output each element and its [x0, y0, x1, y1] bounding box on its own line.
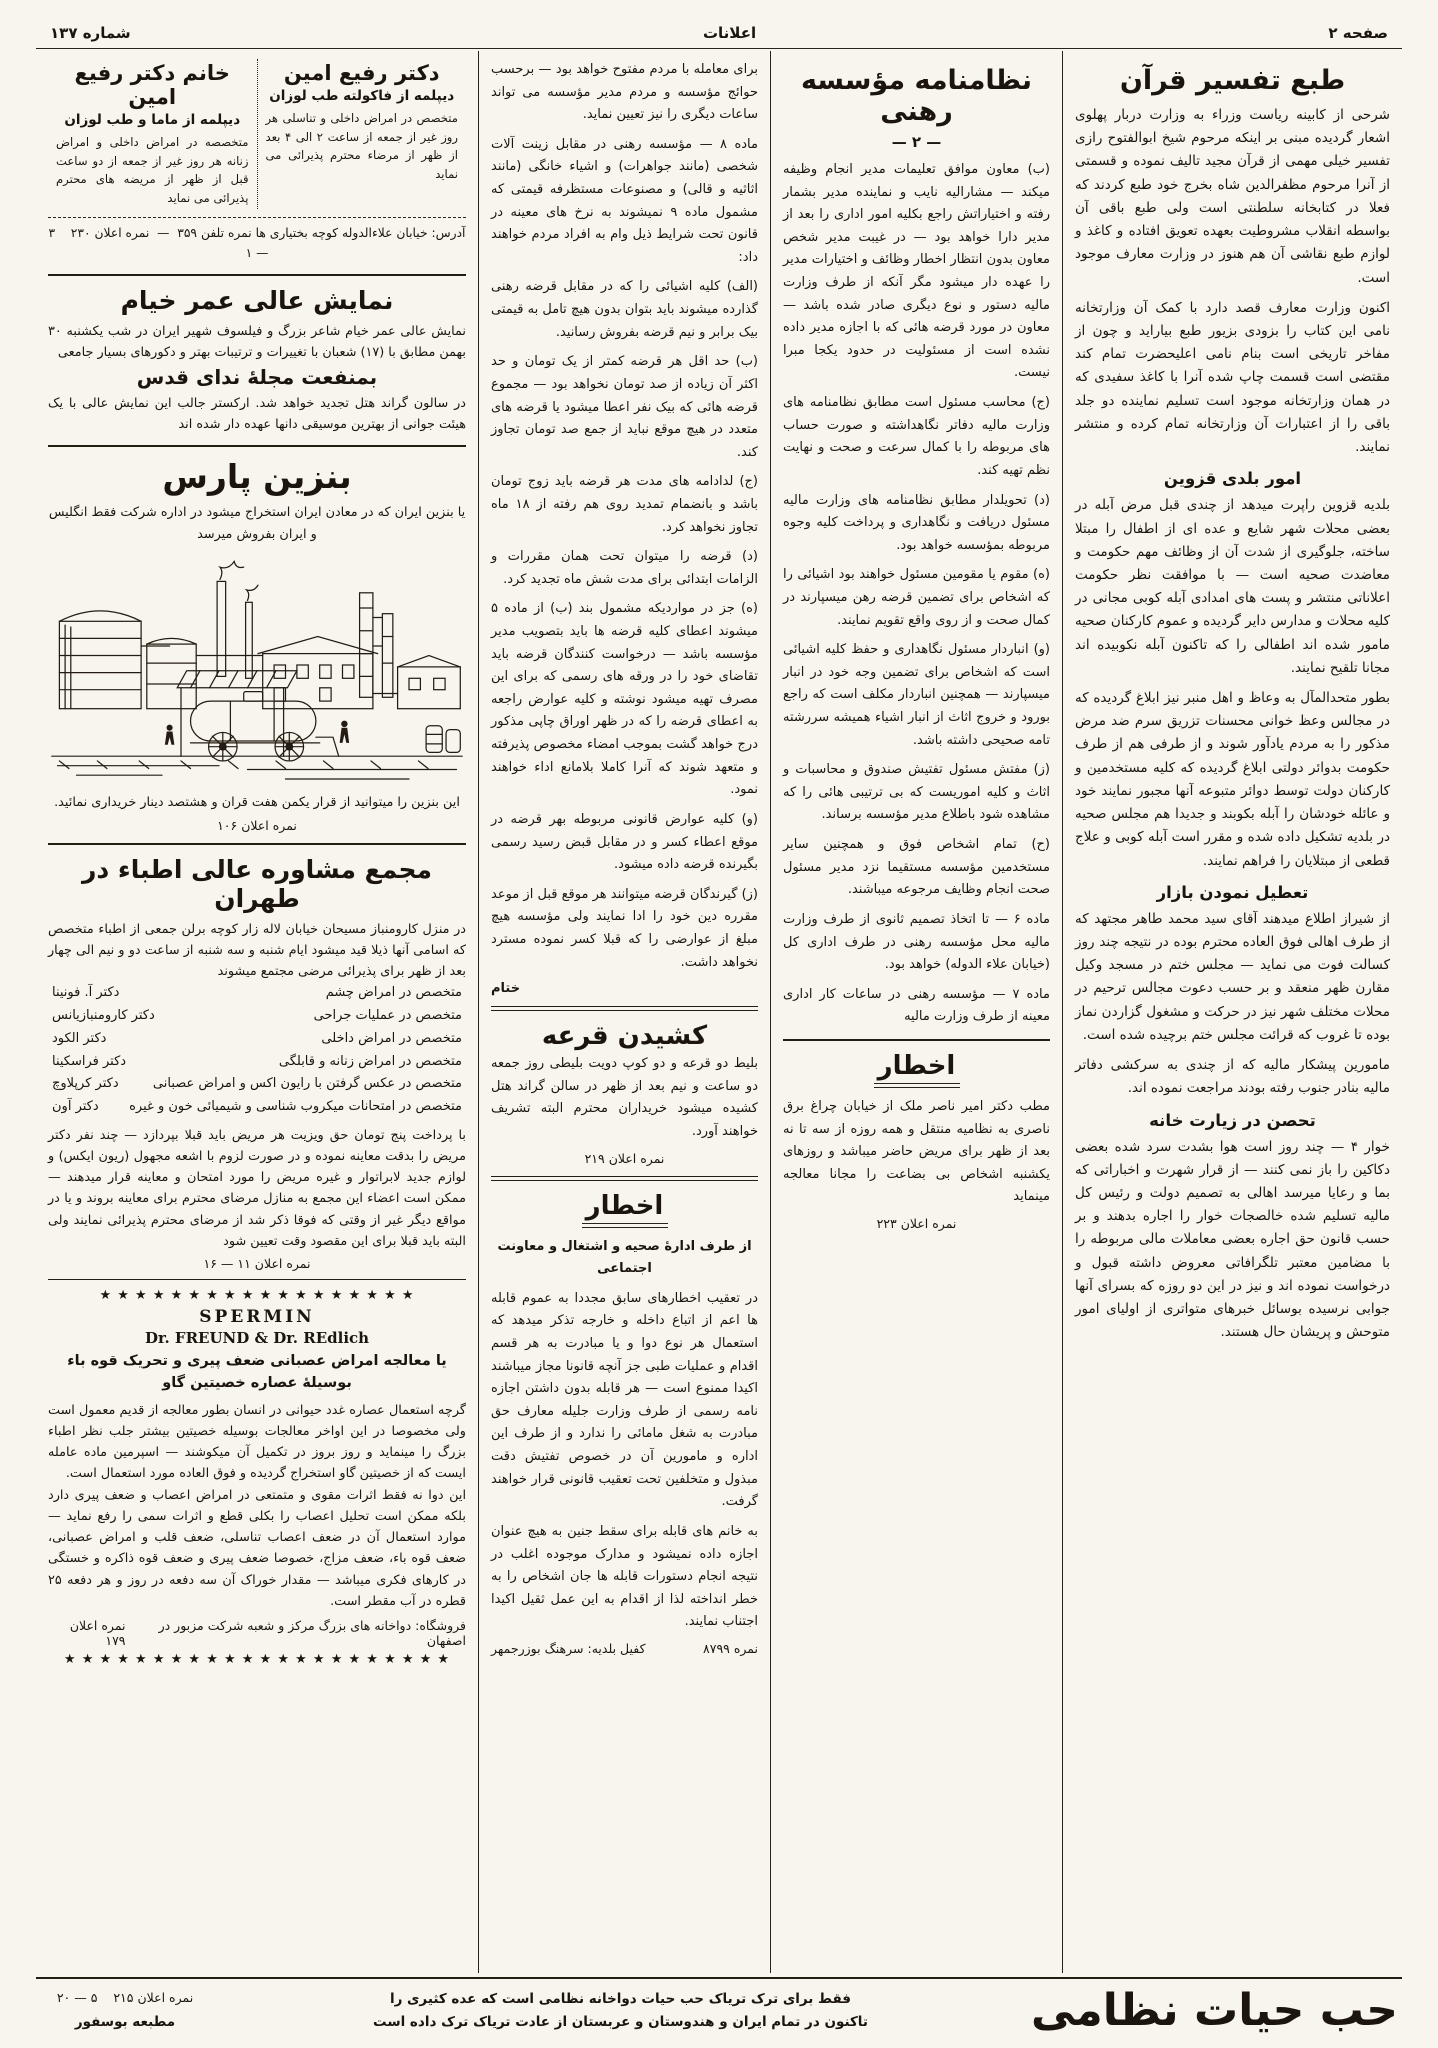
- ad-title: مجمع مشاوره عالی اطباء در طهران: [82, 854, 432, 913]
- banner-lines: [228, 1988, 1013, 2034]
- footer-numbers: [40, 1987, 210, 2010]
- notice-footer: [491, 1641, 758, 1656]
- paragraph: بطور متحدالمآل به وعاظ و اهل منبر نیز ابلاغ گردیده که در مجالس وعظ خوانی محسنات تزریق سرم ضد مرض مذکور را به مردم یادآور شوند و از طرفی هم از طرف حکومت بدوائر دولتی ابلاغ گردیده که کلیه مستخدمین و کارکنان دولت توسط دوائر متبوعه آنها مجبور نمایند خود و عائله خودشان را آبله بکوبند و جدیدا هم مجلس صحیه در بلدیه تشکیل داده شده و مقرر است آبله کوبی و علاج قطعی از مبتلایان را فراهم نمایند.: [1075, 690, 1390, 869]
- ad-body: این دوا نه فقط اثرات مقوی و متمتعی در امراض اعصاب و ضعف پیری دارد بلکه ممکن است تحلیل اعصاب را بکلی قطع و اثرات سمی را رفع نماید — موارد استعمال آن در ضعف اعصاب تناسلی، ضعف قلب و امراض عصبانی، ضعف قوه باء، ضعف مزاج، خصوصا ضعف پیری و ضعف قوه ذاکره و خستگی در کارهای فکری میباشد — مقدار خوراک آن سه دفعه در روز و هر دفعه ۲۵ قطره در آب مقطر است.: [48, 1487, 466, 1609]
- subheading-tahasson: تحصن در زیارت خانه: [1149, 1110, 1316, 1130]
- doctor-specialty: متخصص در امراض زنانه و قابلگی: [278, 1053, 462, 1069]
- ad-doctor-male: [257, 59, 467, 209]
- section-divider: [48, 274, 466, 276]
- ad-subtitle: بمنفعت مجلهٔ ندای قدس: [136, 365, 378, 389]
- notice-body: در تعقیب اخطارهای سابق مجددا به عموم قابله ها اعم از اتباع داخله و خارجه تذکر میدهد که استعمال هر نوع دوا و یا مبادرت به هر قسم اقدام و عملیات طبی جز آنچه قانونا مجاز میباشند اکیدا ممنوع است — هر قابله بدون داشتن اجازه نامه رسمی از طرف وزارت جلیله معارف حق مبادرت به شغل مامائی را ندارد و از طرف این اداره و مامورین آن در خصوص تفتیش دقت مبذول و متخلفین تحت تعقیب قانونی قرار خواهند گرفت.: [491, 1290, 758, 1510]
- columns: [36, 51, 1402, 1973]
- doctor-specialty: متخصص در عملیات جراحی: [313, 1008, 462, 1024]
- ad-majma: [48, 855, 466, 1272]
- star-ornament-row: ★ ★ ★ ★ ★ ★ ★ ★ ★ ★ ★ ★ ★ ★ ★ ★ ★ ★: [99, 1288, 415, 1304]
- subheading-bazaar: تعطیل نمودن بازار: [1156, 882, 1309, 902]
- clause: (ب) حد اقل هر قرضه کمتر از یک تومان و حد اکثر آن زیاده از صد تومان نخواهد بود — مجموع قرضه هائی که بیک نفر اعطا میشود یا قرضه های متعدد در هیچ موقع نباید از جمع صد تومان تجاوز کند.: [491, 354, 758, 460]
- column-continuation: [478, 51, 770, 1973]
- section-divider: [783, 1039, 1050, 1041]
- ad-number: نمره اعلان ۲۳۰: [70, 226, 150, 241]
- section-divider: [491, 1176, 758, 1181]
- article-end-word: ختام: [491, 981, 521, 997]
- clause: (و) انباردار مسئول نگاهداری و حفظ کلیه اشیائی است که اشخاص برای تضمین وجه خود در انبار میسپارند — همچنین انباردار مکلف است که راجع بورود و خروج اثاث از انبار اشیاء همیشه سررشته تامه صحیحی داشته باشد.: [783, 642, 1050, 748]
- ad-caption: این بنزین را میتوانید از قرار یکمن هفت قران و هشتصد دینار خریداری نمائید.: [54, 795, 460, 811]
- page-number: صفحه ۲: [1328, 24, 1388, 42]
- ad-series: ۵ — ۲۰: [56, 1990, 98, 2006]
- lottery-body: بلیط دو قرعه و دو کوپ دویت بلیطی روز جمعه دو ساعت و نیم بعد از ظهر در سالن گراند هتل کشیده میشود خریداران محترم البته تشریف خواهند آورد.: [491, 1056, 758, 1139]
- doctor-row: [48, 1051, 466, 1074]
- notice-underline: [874, 1083, 960, 1088]
- section-title: اعلانات: [702, 24, 757, 42]
- banner-line: تاکنون در تمام ایران و هندوستان و عربستان از عادت تریاک ترک داده است: [373, 2013, 868, 2030]
- ad-number: نمره اعلان ۱۱ — ۱۶: [203, 1256, 311, 1272]
- notice-title: اخطار: [585, 1190, 664, 1221]
- ad-subtitle: دیپلمه از ماما و طب لوزان: [64, 112, 241, 128]
- lottery-title: کشیدن قرعه: [541, 1021, 708, 1052]
- ad-doctors: [48, 59, 466, 264]
- notice-body: مطب دکتر امیر ناصر ملک از خیابان چراغ برق ناصری به نظامیه منتقل و همه روزه از سه تا نه بعد از ظهر برای مریض حاضر میباشد و روزهای یکشنبه اشخاص بی بضاعت را مجانا معالجه مینماید: [783, 1098, 1050, 1205]
- star-ornament-row: ★ ★ ★ ★ ★ ★ ★ ★ ★ ★ ★ ★ ★ ★ ★ ★ ★ ★ ★ ★ ★ ★: [63, 1652, 451, 1668]
- doctor-name: دکتر آ. فونینا: [52, 985, 120, 1001]
- spermin-doctors: Dr. FREUND & Dr. REdlich: [144, 1329, 370, 1348]
- doctor-specialty: متخصص در عکس گرفتن با رایون اکس و امراض عصبانی: [152, 1076, 462, 1092]
- ad-subtitle: دیپلمه از فاکولته طب لوزان: [269, 88, 455, 104]
- banner-title: حب حیات نظامی: [1031, 1985, 1398, 2036]
- doctor-name: دکتر کرپلاوچ: [52, 1076, 119, 1092]
- clause: (د) تحویلدار مطابق نظامنامه های وزارت مالیه مسئول دریافت و نگاهداری و پرداخت کلیه وجوه مربوطه بمؤسسه خواهد بود.: [783, 492, 1050, 553]
- section-divider: [48, 843, 466, 845]
- column-tafsir: [1062, 51, 1402, 1973]
- doctor-row: [48, 1028, 466, 1051]
- clause: (ز) مفتش مسئول تفتیش صندوق و محاسبات و اثاث و کلیه اموریست که بی ترتیبی هائی را که مشاهده شود باطلاع مدیر مؤسسه برساند.: [783, 762, 1050, 823]
- part-number: — ۲ —: [891, 133, 942, 151]
- ad-number: نمره اعلان ۱۰۶: [217, 817, 297, 833]
- ad-khayyam: [48, 286, 466, 436]
- column-ads: [36, 51, 478, 1973]
- ad-subtitle: بوسیلهٔ عصاره خصیتین گاو: [162, 1374, 352, 1391]
- ad-title: دکتر رفیع امین: [283, 61, 440, 85]
- clause: (ه) جز در مواردیکه مشمول بند (ب) از ماده ۵ میشوند اعطای کلیه قرضه ها باید بتصویب مدیر مؤسسه باشد — درخواست کنندگان قرضه باید تقاضای خود را در ورقه های رسمی که برای این مصرف تهیه میشود نوشته و کلیه عوارض راجعه به اعطای قرضه را که در ظهر اوراق چاپی مذکور درج خواهد گشت بموجب امضاء مخصوص پذیرفته و متعهد شوند که آنرا کاملا بلامانع اداء خواهند نمود.: [491, 601, 758, 798]
- notice-title: اخطار: [877, 1050, 956, 1081]
- ad-outro: با پرداخت پنج تومان حق ویزیت هر مریض باید قبلا بپردازد — چند نفر دکتر مریض را بدقت معاینه نموده و در صورت لزوم با اشعه مجهول (ریون ایکس) و لوازم جدید لابراتوار و غیره مریض را مورد امتحان و معاینه قرار میدهند — ممکن است اعضاء این مجمع به منازل مرضای محترم برای معاینه بروند و یا در مواقع دیگر غیر از وقتی که فوقا ذکر شد از مرضای محترم پذیرائی نمایند ولی البته باید قبلا برای این مقصود وقت تعیین شود: [48, 1127, 466, 1249]
- doctor-row: [48, 1096, 466, 1119]
- issue-number: شماره ۱۳۷: [50, 24, 131, 42]
- ad-address: آدرس: خیابان علاءالدوله کوچه بختیاری ها نمره تلفن ۳۵۹ — نمره اعلان ۲۳۰ ۳ — ۱: [48, 217, 466, 263]
- paragraph: خوار ۴ — چند روز است هوا بشدت سرد شده بعضی دکاکین را باز نمی کنند — از قرار شهرت و اخباراتی که بما و رعایا میرسد اهالی به تصمیم دولت و رئیس کل مالیه تسلیم شده خالصجات خوار را اجاره بدهند و بر حسب قانون حق اجاره بعضی معاملات مالی مربوطه را با مضامین معتبر تلگرافاتی معروض داشته قبول و درخواست نموده اند و نیز در این دو روزه که بسرای آنها جوابی نرسیده بوسائل خبرهای متواتری از اولیای امور متوحش و پریشان حال هستند.: [1075, 1138, 1390, 1341]
- article-title-tafsir: طبع تفسیر قرآن: [1119, 65, 1346, 96]
- clause: (الف) کلیه اشیائی را که در مقابل قرضه رهنی گذارده میشوند باید بتوان بدون هیچ تامل به قیمتی بیک برابر و نیم قرضه بفروش رسانید.: [491, 279, 758, 340]
- ad-body: گرچه استعمال عصاره غدد حیوانی در انسان بطور معالجه از قدیم معمول است ولی مخصوصا در این اواخر معالجات بوسیله خصیتین بیشتر جلب نظر اطباء بزرگ را مینماید و روز بروز در تکمیل آن میکوشند — اسپرمین ماده عامله ایست که از خصیتین گاو استخراج گردیده و فوق العاده مورد استعمال است.: [48, 1402, 466, 1482]
- ad-subtitle: یا معالجه امراض عصبانی ضعف پیری و تحریک قوه باء: [67, 1353, 447, 1370]
- notice-source: از طرف ادارهٔ صحیه و اشتغال و معاونت اجتماعی: [497, 1238, 752, 1277]
- paragraph: بلدیه قزوین راپرت میدهد از چندی قبل مرض آبله در بعضی محلات شهر شایع و عده ای از اطفال را مبتلا ساخته، جلوگیری از شدت آن از وظائف مهم حکومت و معاضدت صحیه است — با موافقت نظر حکومت اعلاناتی منتشر و پست های امدادی آبله کوبی مجانی در کلیه محلات و مدارس دایر گردیده و عموم کارکنان صحیه مامور شده اند اطفالی را که تاکنون آبله نکوبیده اند مجانا تلقیح نمایند.: [1075, 497, 1390, 676]
- clause: (ب) معاون موافق تعلیمات مدیر انجام وظیفه میکند — مشارالیه نایب و نماینده مدیر بشمار رفته و اختیاراتش راجع بکلیه امور اداری را بعد از مدیر دارا خواهد بود — در غیبت مدیر شخص معاون بدون انتظار اخطار وظائف و اختیارات مدیر را عهده دار میشود مگر آنکه از طرف وزارت مالیه دستور و نوع دیگری صادر شده باشد — معاون در مورد قرضه هائی که با اجازه مدیر داده نشده است از مسئولیت در حدود یکجا مبرا نیست.: [783, 162, 1050, 381]
- doctor-row: [48, 1073, 466, 1096]
- banner-line: فقط برای ترک تریاک حب حیات دواخانه نظامی است که عده کثیری را: [389, 1990, 852, 2007]
- doctor-row: [48, 982, 466, 1005]
- doctor-specialty: متخصص در امراض داخلی: [321, 1030, 462, 1046]
- article-title-nezamnameh: نظامنامه مؤسسه رهنی: [801, 65, 1032, 127]
- clause: ماده ۷ — مؤسسه رهنی در ساعات کار اداری معینه از طرف وزارت مالیه: [783, 986, 1050, 1025]
- ad-body: در سالون گراند هتل تجدید خواهد شد. ارکستر جالب این نمایش عالی با یک هیئت جوانی از بهترین موسیقی دانها عهده دار شده اند: [48, 396, 466, 433]
- ad-series: ۳ — ۱: [48, 226, 269, 260]
- section-divider: [491, 1006, 758, 1011]
- clause: برای معامله با مردم مفتوح خواهد بود — برحسب حوائج مؤسسه و مردم مدیر مؤسسه می تواند ساعات دیگری را نیز تعیین نماید.: [491, 62, 758, 123]
- ad-title: نمایش عالی عمر خیام: [120, 285, 394, 315]
- clause: (ز) گیرندگان قرضه میتوانند هر موقع قبل از موعد مقرره دین خود را ادا نمایند ولی مؤسسه هیچ مبلغ از عوارضی را که قبلا کسر نموده مسترد نخواهد داشت.: [491, 886, 758, 970]
- paragraph: مامورین پیشکار مالیه که از چندی به سرکشی دفاتر مالیه بنادر جنوب رفته بودند مراجعت نموده اند.: [1075, 1057, 1390, 1097]
- subheading-qazvin: امور بلدی قزوین: [1163, 469, 1302, 489]
- ad-title: خانم دکتر رفیع امین: [74, 61, 230, 109]
- ad-body: نمایش عالی عمر خیام شاعر بزرگ و فیلسوف شهیر ایران در شب یکشنبه ۳۰ بهمن مطابق با (۱۷) شعبان با تغییرات و ترتیبات بهتر و دکورهای بسیار جامعی: [48, 323, 466, 360]
- doctor-name: دکتر فراسکینا: [52, 1053, 127, 1069]
- paragraph: شرحی از کابینه ریاست وزراء به وزارت دربار پهلوی اشعار گردیده مبنی بر اینکه مرحوم شیخ ابوالفتوح رازی تفسیر خیلی مهمی از قرآن مجید تالیف نموده و قسمتی از آنرا مرحوم مظفرالدین شاه بخرج خود طبع کردند که فعلا در کتابخانه سلطنتی است ولی طبع باقی آن بواسطه انقلاب مشروطیت بعهده تعویق افتاده و کاغذ و لوازم طبع نقاشی آن هم هنوز در وزارت معارف موجود است.: [1075, 107, 1390, 286]
- clause: (ه) مقوم یا مقومین مسئول خواهند بود اشیائی را که اشخاص برای تضمین قرضه رهن میسپارند در کمال صحت و از روی واقع تقویم نمایند.: [783, 567, 1050, 628]
- section-divider: [48, 445, 466, 447]
- doctor-specialty: متخصص در امراض چشم: [325, 985, 462, 1001]
- doctor-pair: [48, 59, 466, 209]
- ad-footer: [48, 1618, 466, 1648]
- notice-body: به خانم های قابله برای سقط جنین به هیچ عنوان اجازه داده نمیشود و مدارک موجوده اغلب در نتیجه انجام دستورات قابله ها جان اشخاص را به خطر انداخته لذا از اقدام به این عمل ثقیل اکیدا اجتناب نمایند.: [491, 1523, 758, 1630]
- doctor-name: دکتر کارومنبازیانس: [52, 1008, 155, 1024]
- clause: (ج) محاسب مسئول است مطابق نظامنامه های وزارت مالیه دفاتر نگاهداشته و صورت حساب های مربوطه را با کمال سرعت و صحت و نهایت نظم تهیه کند.: [783, 395, 1050, 478]
- ad-body: متخصص در امراض داخلی و تناسلی هر روز غیر از جمعه از ساعت ۲ الی ۴ بعد از ظهر از مرضاء محترم پذیرائی می نماید: [265, 111, 459, 181]
- spermin-brand: SPERMIN: [199, 1307, 315, 1328]
- ad-body: یا بنزین ایران که در معادن ایران استخراج میشود در اداره شرکت فقط انگلیس و ایران بفروش میرسد: [48, 505, 466, 542]
- clause: (ح) تمام اشخاص فوق و همچنین سایر مستخدمین مؤسسه مستقیما نزد مدیر مسئول صحت انجام وظایف مرجوعه میباشند.: [783, 837, 1050, 898]
- printer-name: مطبعه بوسفور: [74, 2013, 176, 2030]
- doctor-name: دکتر الکود: [52, 1030, 107, 1046]
- page-footer: [36, 1977, 1402, 2038]
- notice-underline: [582, 1223, 668, 1228]
- doctor-row: [48, 1005, 466, 1028]
- ad-number: نمره ۸۷۹۹: [703, 1640, 758, 1656]
- footer-left: [40, 1987, 210, 2034]
- doctor-name: دکتر آون: [52, 1099, 99, 1115]
- ad-intro: در منزل کارومنباز مسیحان خیابان لاله زار کوچه برلن جمعی از اطباء متخصص که اسامی آنها ذیلا قید میشود ایام شنبه و سه شنبه از ساعت دو و نیم الی چهار بعد از ظهر برای پذیرائی مرضی مجتمع میشوند: [48, 921, 466, 980]
- column-nezamnameh: [770, 51, 1062, 1973]
- clause: (و) کلیه عوارض قانونی مربوطه بهر قرضه در موقع اعطاء کسر و در مقابل قبض رسید رسمی بگیرنده قرضه داده میشود.: [491, 811, 758, 873]
- page-header: [36, 24, 1402, 49]
- ad-spermin: [48, 1288, 466, 1667]
- paragraph: از شیراز اطلاع میدهند آقای سید محمد طاهر مجتهد که از طرف اهالی فوق العاده محترم بوده در نتیجه چند روز کسالت فوت می نماید — مجلس ختم در مسجد وکیل مقارن ظهر منعقد و بر حسب دعوت مجالس ترحیم در محلات مختلف شهر نیز در حرکت و مشغول گزاردن نماز بوده تا غروب که قرائت مجلس ختم برچیده شده است.: [1075, 910, 1390, 1043]
- ad-body: متخصصه در امراض داخلی و امراض زنانه هر روز غیر از جمعه از دو ساعت قبل از ظهر از مریضه های محترم پذیرائی می نماید: [56, 135, 249, 205]
- paragraph: اکنون وزارت معارف قصد دارد با کمک آن وزارتخانه نامی این کتاب را بزودی بزیور طبع بیاراید و چون از مفاخر تاریخی است بنام نامی اعلیحضرت تمام کند مقتضی است قسمت چاپ شده آنرا با کاغذ سفیدی که در همان وزارتخانه موجود است تسلیم نماینده دو جلد باقی را از اعتبارات آن وزارتخانه تمام کرده و منتشر نمایند.: [1075, 299, 1390, 456]
- doctor-specialty: متخصص در امتحانات میکروب شناسی و شیمیائی خون و غیره: [129, 1099, 462, 1115]
- ad-number: نمره اعلان ۲۲۳: [876, 1215, 957, 1231]
- ad-doctor-female: [48, 59, 257, 209]
- section-divider: [48, 1279, 466, 1280]
- ad-number: نمره اعلان ۱۷۹: [69, 1618, 126, 1649]
- clause: (ج) لدادامه های مدت هر قرضه باید زوج تومان باشد و بانضمام تمدید روی هم رفته از ۱۸ ماه تجاوز نخواهد کرد.: [491, 474, 758, 535]
- clause: (د) قرضه را میتوان تحت همان مقررات و الزامات ابتدائی برای مدت شش ماه تجدید کرد.: [491, 549, 758, 587]
- ad-shop-info: فروشگاه: دواخانه های بزرگ مرکز و شعبه شرکت مزبور در اصفهان: [158, 1618, 466, 1649]
- ad-number: نمره اعلان ۲۱۹: [584, 1150, 665, 1166]
- clause: ماده ۶ — تا اتخاذ تصمیم ثانوی از طرف وزارت مالیه محل مؤسسه رهنی در طرف اداری کل (خیابان علاء الدوله) خواهد بود.: [783, 911, 1050, 973]
- ad-benzin-pars: [48, 457, 466, 832]
- ad-number: نمره اعلان ۲۱۵: [113, 1990, 194, 2006]
- signature: کفیل بلدیه: سرهنگ بوزرجمهر: [491, 1640, 646, 1656]
- address-text: آدرس: خیابان علاءالدوله کوچه بختیاری ها نمره تلفن ۳۵۹: [177, 226, 466, 241]
- clause: ماده ۸ — مؤسسه رهنی در مقابل زینت آلات شخصی (مانند جواهرات) و اشیاء خانگی (مانند اثاثیه و قالی) و مصنوعات مستظرفه قیمتی که مشمول ماده ۹ نمیشوند به نرخ های معینه در قانون تحت شرایط ذیل وام به افراد مردم خواهند داد:: [491, 136, 758, 265]
- refinery-illustration: [48, 551, 466, 790]
- ad-title: بنزین پارس: [162, 457, 352, 497]
